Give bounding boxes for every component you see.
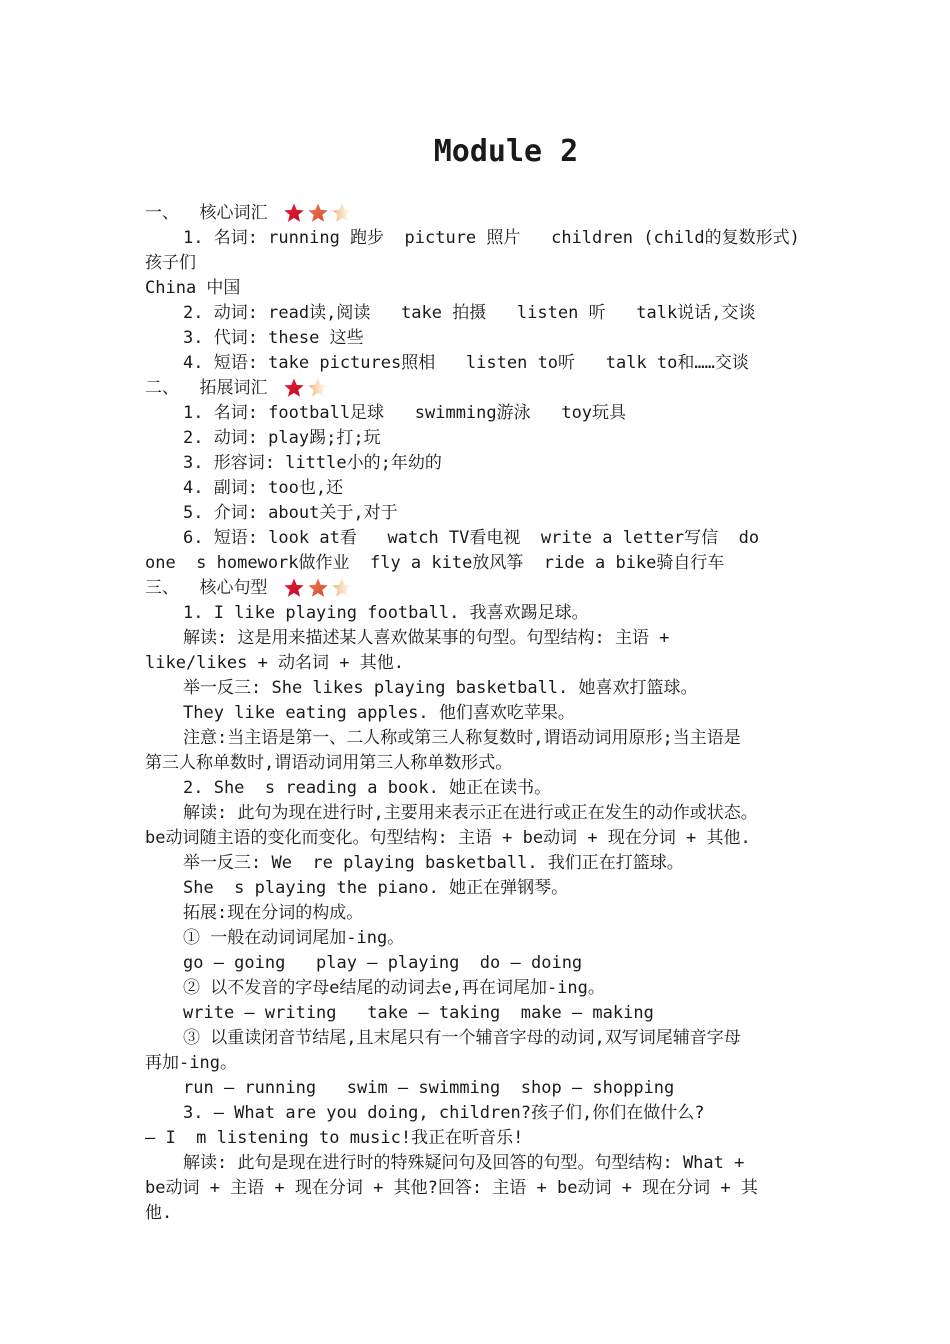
text-line: like/likes + 动名词 + 其他. (145, 653, 404, 673)
text-line: 5. 介词: about关于,对于 (183, 503, 398, 523)
section-heading-text: 二、 拓展词汇 (145, 378, 268, 398)
text-line: 2. She s reading a book. 她正在读书。 (183, 778, 552, 798)
section-heading-extended-vocab (145, 376, 329, 400)
section-heading-text: 三、 核心句型 (145, 578, 268, 598)
text-line: 4. 副词: too也,还 (183, 478, 344, 498)
star-half-icon (331, 577, 353, 599)
text-line: 3. 代词: these 这些 (183, 328, 364, 348)
star-full-icon (283, 377, 305, 399)
text-line: 举一反三: She likes playing basketball. 她喜欢打篮球。 (183, 678, 698, 698)
text-line: 注意:当主语是第一、二人称或第三人称复数时,谓语动词用原形;当主语是 (183, 728, 741, 748)
star-full-icon (307, 577, 329, 599)
text-line: 1. I like playing football. 我喜欢踢足球。 (183, 603, 589, 623)
rating-stars (283, 202, 353, 224)
text-line: write — writing take — taking make — making (183, 1003, 654, 1023)
text-line: — I m listening to music!我正在听音乐! (145, 1128, 524, 1148)
section-heading-core-vocab (145, 201, 353, 225)
star-full-icon (283, 577, 305, 599)
rating-stars (283, 577, 353, 599)
text-line: 1. 名词: football足球 swimming游泳 toy玩具 (183, 403, 627, 423)
text-line: ③ 以重读闭音节结尾,且末尾只有一个辅音字母的动词,双写词尾辅音字母 (183, 1028, 741, 1048)
star-faded-icon (307, 377, 329, 399)
rating-stars (283, 377, 329, 399)
text-line: be动词随主语的变化而变化。句型结构: 主语 + be动词 + 现在分词 + 其他. (145, 828, 751, 848)
text-line: 举一反三: We re playing basketball. 我们正在打篮球。 (183, 853, 684, 873)
text-line: 第三人称单数时,谓语动词用第三人称单数形式。 (145, 753, 513, 773)
text-line: 1. 名词: running 跑步 picture 照片 children (child的复数形式) (183, 228, 800, 248)
text-line: China 中国 (145, 278, 241, 298)
text-line: run — running swim — swimming shop — shopping (183, 1078, 675, 1098)
text-line: They like eating apples. 他们喜欢吃苹果。 (183, 703, 575, 723)
text-line: go — going play — playing do — doing (183, 953, 583, 973)
text-line: 4. 短语: take pictures照相 listen to听 talk to和……交谈 (183, 353, 749, 373)
text-line: 解读: 此句是现在进行时的特殊疑问句及回答的句型。句型结构: What + (183, 1153, 745, 1173)
page-title: Module 2 (433, 134, 579, 169)
text-line: 2. 动词: play踢;打;玩 (183, 428, 381, 448)
text-line: 2. 动词: read读,阅读 take 拍摄 listen 听 talk说话,交谈 (183, 303, 756, 323)
text-line: She s playing the piano. 她正在弹钢琴。 (183, 878, 569, 898)
star-half-icon (331, 202, 353, 224)
star-full-icon (283, 202, 305, 224)
text-line: 解读: 这是用来描述某人喜欢做某事的句型。句型结构: 主语 + (183, 628, 670, 648)
star-full-icon (307, 202, 329, 224)
text-line: 拓展:现在分词的构成。 (183, 903, 364, 923)
text-line: 6. 短语: look at看 watch TV看电视 write a letter写信 do (183, 528, 760, 548)
text-line: 3. — What are you doing, children?孩子们,你们在做什么? (183, 1103, 705, 1123)
text-line: be动词 + 主语 + 现在分词 + 其他?回答: 主语 + be动词 + 现在分词 + 其 (145, 1178, 758, 1198)
text-line: 解读: 此句为现在进行时,主要用来表示正在进行或正在发生的动作或状态。 (183, 803, 758, 823)
text-line: ① 一般在动词词尾加-ing。 (183, 928, 405, 948)
text-line: 再加-ing。 (145, 1053, 237, 1073)
text-line: 孩子们 (145, 253, 196, 273)
section-heading-core-sentences (145, 576, 353, 600)
text-line: one s homework做作业 fly a kite放风筝 ride a bike骑自行车 (145, 553, 725, 573)
section-heading-text: 一、 核心词汇 (145, 203, 268, 223)
text-line: 3. 形容词: little小的;年幼的 (183, 453, 442, 473)
text-line: 他. (145, 1203, 173, 1223)
text-line: ② 以不发音的字母e结尾的动词去e,再在词尾加-ing。 (183, 978, 605, 998)
